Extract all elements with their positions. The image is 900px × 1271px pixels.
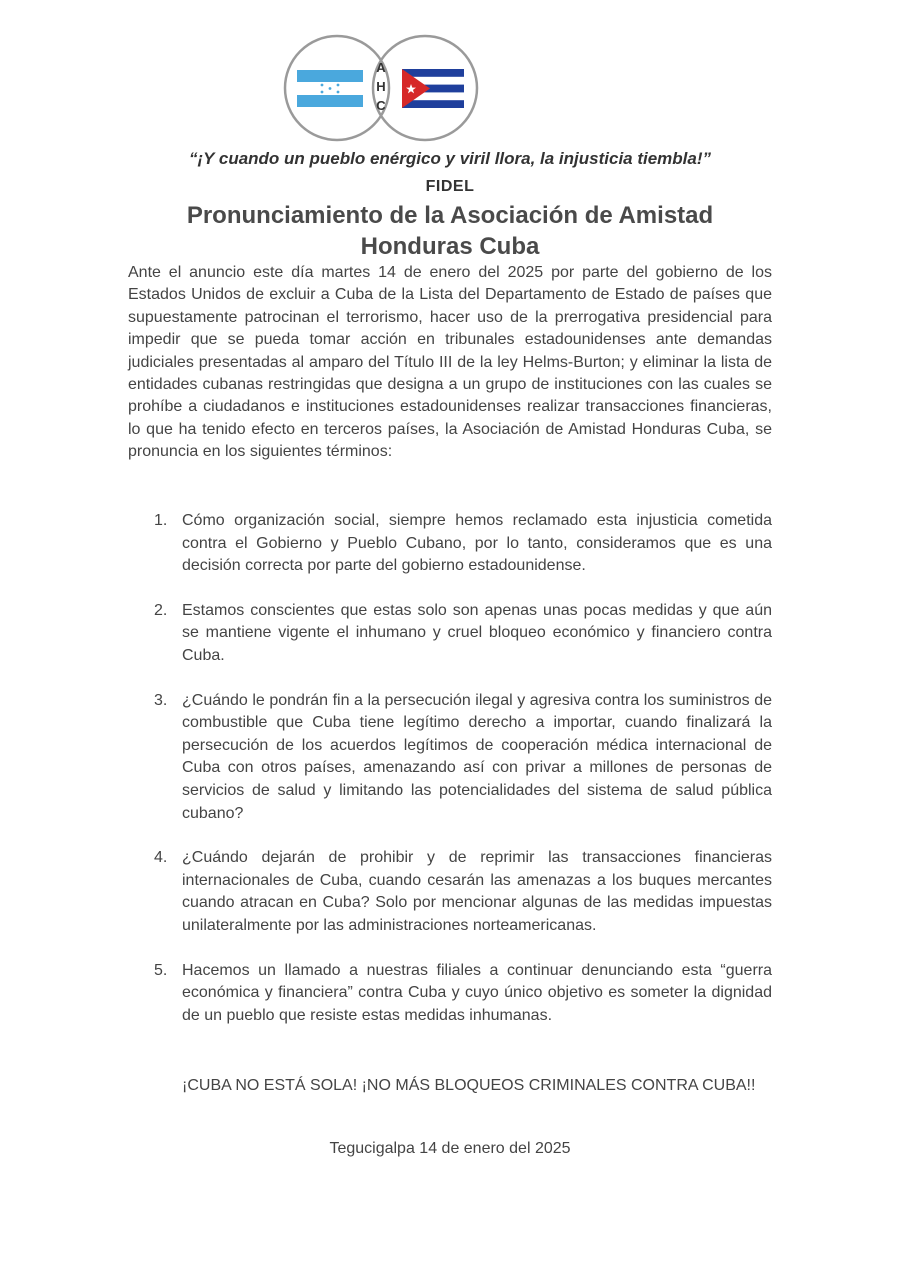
ahc-logo bbox=[282, 30, 482, 150]
list-item-text: ¿Cuándo le pondrán fin a la persecución ilegal y agresiva contra los suministros de combustible que Cuba tiene legítimo derecho a importar, cuando finalizará la persecución de los acuerdos legítimos de cooperación médica internacional de Cuba con otros países, amenazando así con privar a millones de personas de servicios de salud y limitando las potencialidades del sistema de salud pública cubano? bbox=[182, 691, 772, 822]
honduras-flag-icon bbox=[297, 70, 363, 107]
document-title bbox=[150, 200, 750, 262]
title-line-2: Honduras Cuba bbox=[360, 233, 540, 260]
epigraph-author: FIDEL bbox=[425, 178, 475, 195]
closing-slogan: ¡CUBA NO ESTÁ SOLA! ¡NO MÁS BLOQUEOS CRIMINALES CONTRA CUBA!! bbox=[182, 1077, 756, 1094]
logo-letter-c: C bbox=[376, 98, 386, 113]
list-item-text: Estamos conscientes que estas solo son apenas unas pocas medidas y que aún se mantiene vigente el inhumano y cruel bloqueo económico y financiero contra Cuba. bbox=[182, 601, 772, 664]
list-item-number: 5. bbox=[154, 961, 168, 979]
list-item-text: Hacemos un llamado a nuestras filiales a continuar denunciando esta “guerra económica y financiera” contra Cuba y cuyo único objetivo es someter la dignidad de un pueblo que resiste estas medidas inhumanas. bbox=[182, 961, 772, 1024]
list-item-text: Cómo organización social, siempre hemos reclamado esta injusticia cometida contra el Gobierno y Pueblo Cubano, por lo tanto, consideramos que es una decisión correcta por parte del gobierno estadounidense. bbox=[182, 512, 772, 575]
intro-paragraph: Ante el anuncio este día martes 14 de enero del 2025 por parte del gobierno de los Estados Unidos de excluir a Cuba de la Lista del Departamento de Estado de países que supuestamente patrocinan el terrorismo, hacer uso de la prerrogativa presidencial para impedir que se pueda tomar acción en tribunales estadounidenses ante demandas judiciales presentadas al amparo del Título III de la ley Helms-Burton; y eliminar la lista de entidades cubanas restringidas que designa a un grupo de instituciones con las cuales se prohíbe a ciudadanos e instituciones estadounidenses realizar transacciones financieras, lo que ha tenido efecto en terceros países, la Asociación de Amistad Honduras Cuba, se pronuncia en los siguientes términos: bbox=[128, 264, 772, 461]
list-item bbox=[128, 690, 772, 826]
list-item bbox=[128, 600, 772, 668]
title-line-1: Pronunciamiento de la Asociación de Amistad bbox=[186, 202, 714, 229]
list-item bbox=[128, 960, 772, 1028]
cuba-flag-icon bbox=[402, 69, 464, 108]
list-item bbox=[128, 847, 772, 937]
list-item bbox=[128, 510, 772, 578]
statement-points-list bbox=[128, 510, 772, 1049]
list-item-number: 2. bbox=[154, 601, 168, 619]
epigraph-quote: “¡Y cuando un pueblo enérgico y viril llora, la injusticia tiembla!” bbox=[188, 149, 712, 168]
list-item-number: 3. bbox=[154, 691, 168, 709]
list-item-number: 1. bbox=[154, 512, 168, 529]
list-item-text: ¿Cuándo dejarán de prohibir y de reprimir las transacciones financieras internacionales de Cuba, cuando cesarán las amenazas a los buques mercantes cuando atracan en Cuba? Solo por mencionar algunas de las medidas impuestas unilateralmente por las administraciones norteamericanas. bbox=[182, 849, 772, 934]
logo-letter-a: A bbox=[376, 60, 386, 75]
logo-letter-h: H bbox=[376, 79, 386, 94]
list-item-number: 4. bbox=[154, 849, 168, 867]
dateline: Tegucigalpa 14 de enero del 2025 bbox=[329, 1140, 571, 1157]
